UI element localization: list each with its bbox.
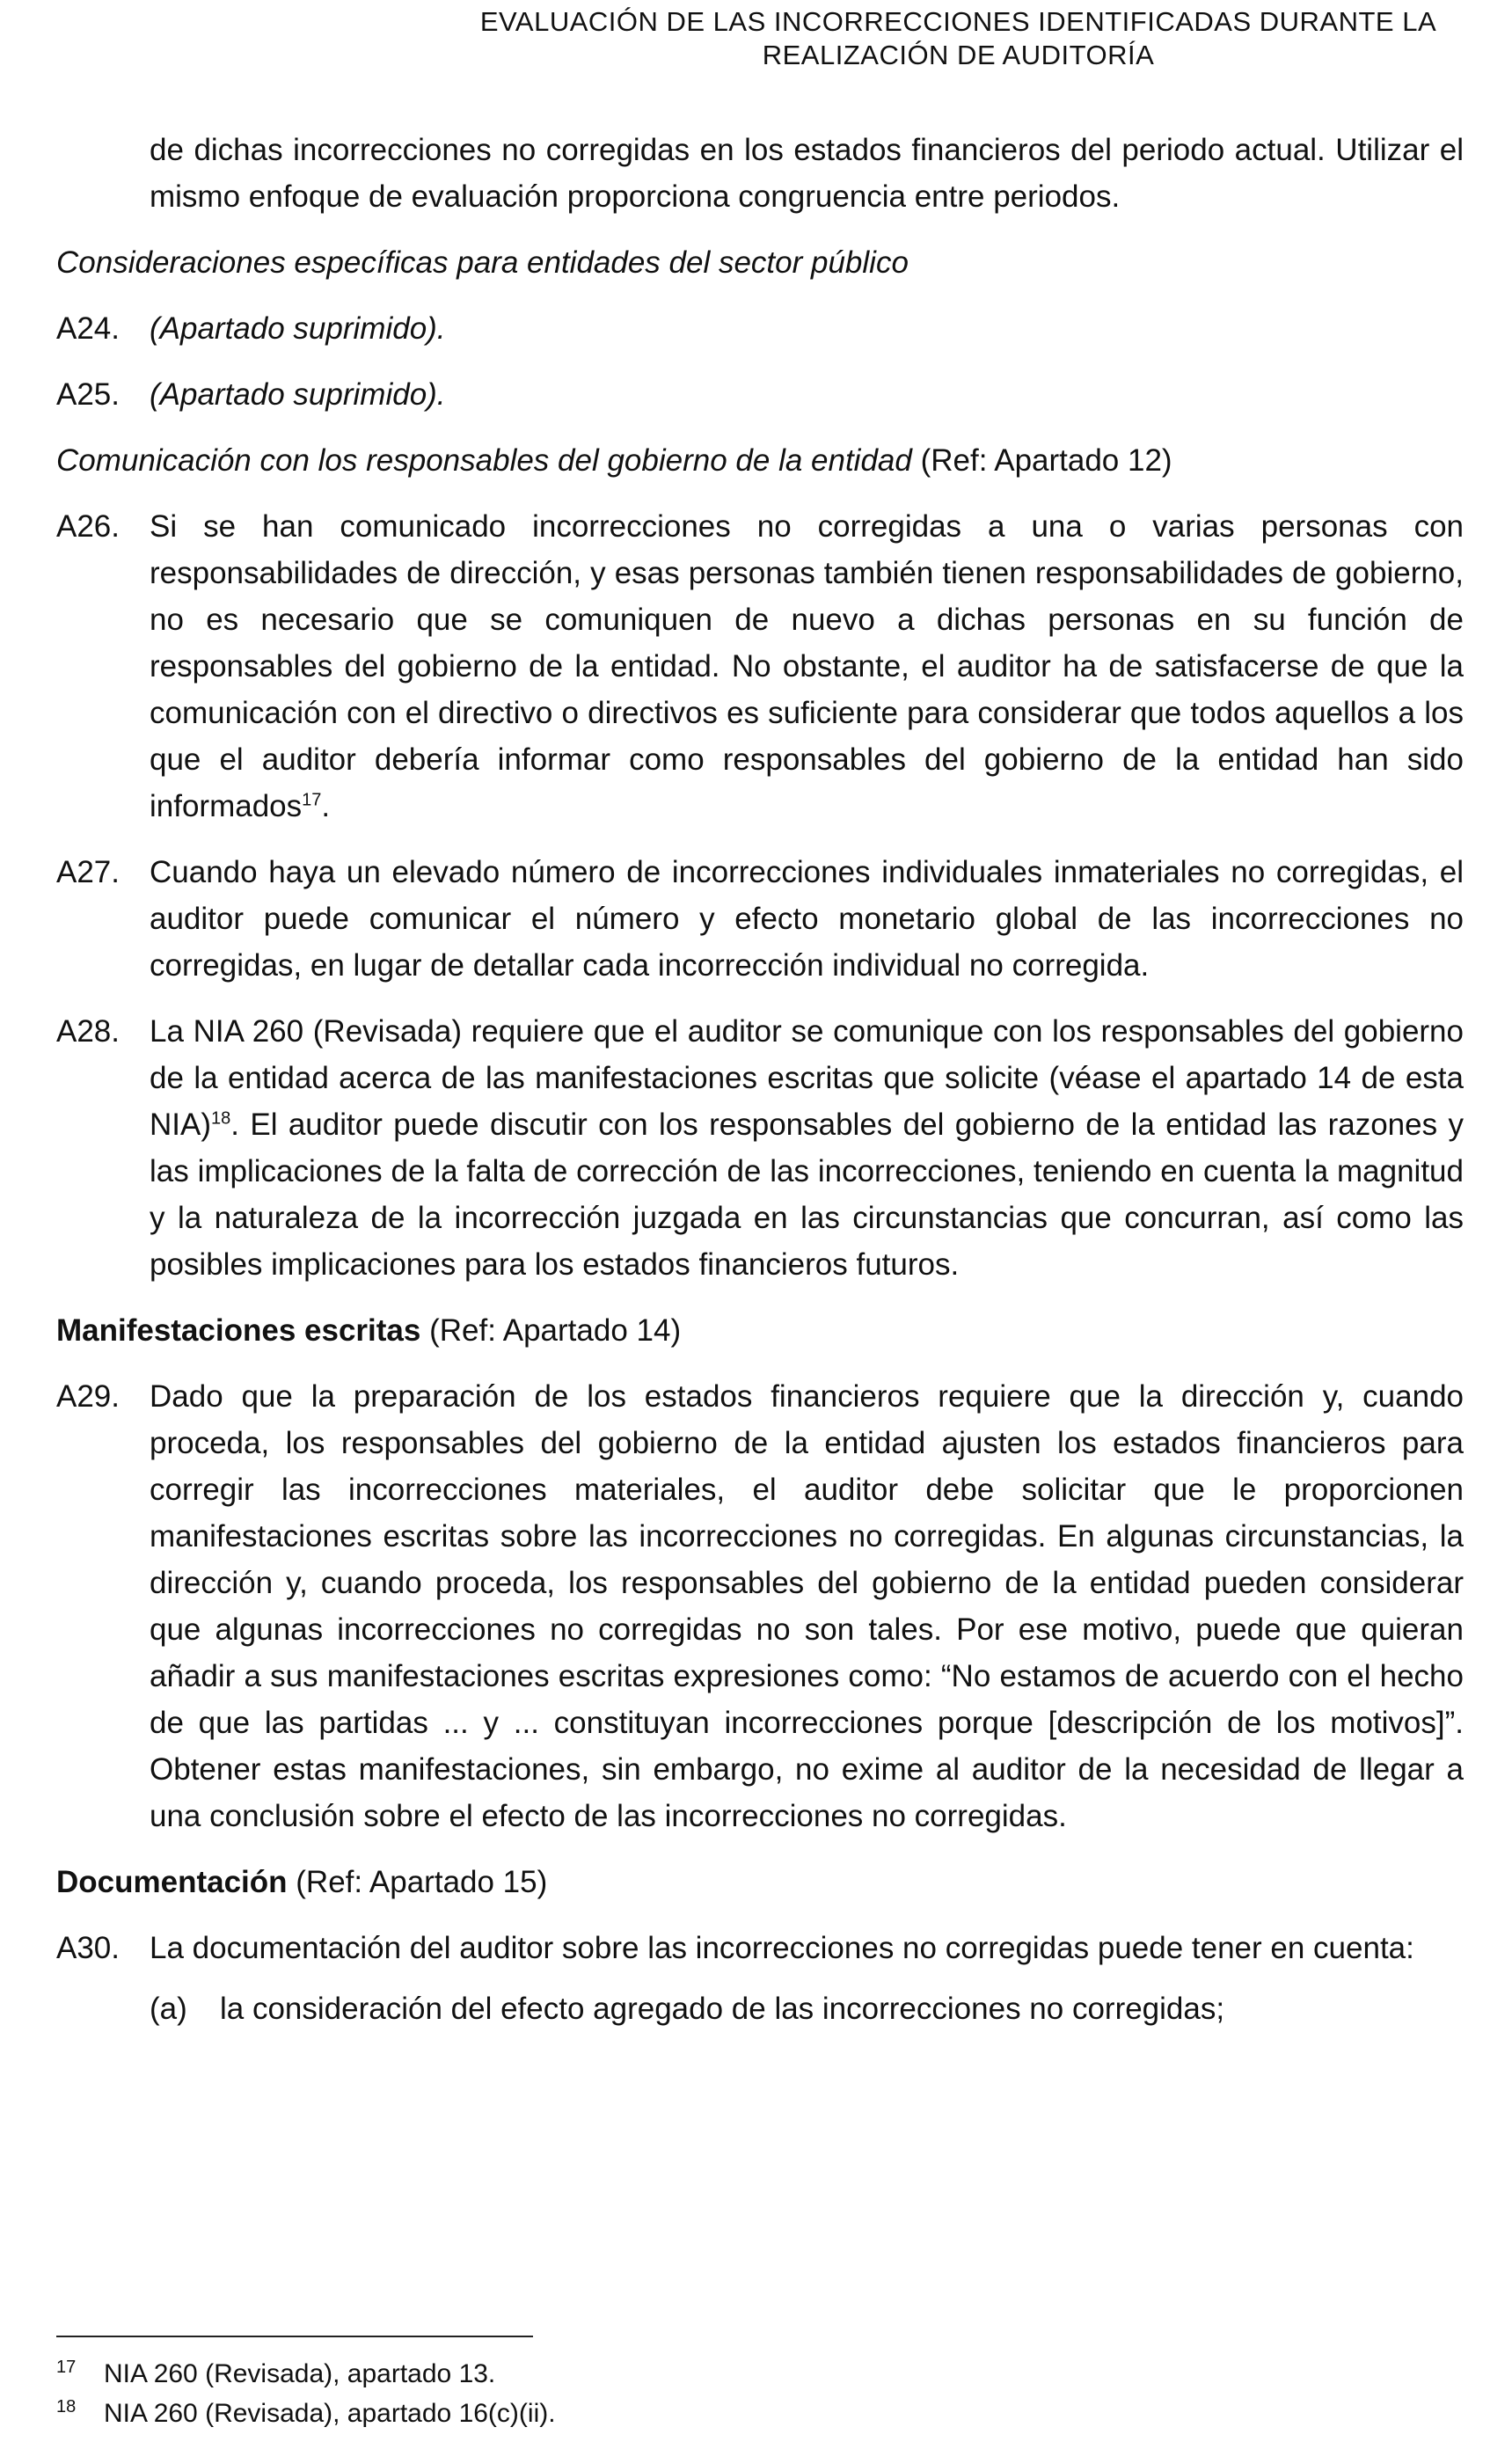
paragraph-a29 <box>56 1373 1464 1839</box>
paragraph-text: (Apartado suprimido). <box>150 311 446 346</box>
header-line-1: EVALUACIÓN DE LAS INCORRECCIONES IDENTIFICADAS DURANTE LA <box>479 6 1437 37</box>
footnote-text: NIA 260 (Revisada), apartado 16(c)(ii). <box>104 2399 556 2428</box>
heading-ref: (Ref: Apartado 12) <box>911 443 1172 478</box>
paragraph-a28 <box>56 1008 1464 1288</box>
paragraph-body: Si se han comunicado incorrecciones no corregidas a una o varias personas con responsabilidades de dirección, y esas personas también tienen responsabilidades de gobierno, no es necesario que se comuniquen de nuevo a dichas personas en su función de responsables del gobierno de la entidad. No obstante, el auditor ha de satisfacerse de que la comunicación con el directivo o directivos es suficiente para considerar que todos aquellos a los que el auditor debería informar como responsables del gobierno de la entidad han sido informados <box>150 509 1464 823</box>
paragraph-text <box>150 1008 1464 1288</box>
footnote-divider <box>56 2336 533 2337</box>
footnote-number: 18 <box>56 2397 77 2416</box>
footnote-text: NIA 260 (Revisada), apartado 13. <box>104 2359 496 2388</box>
paragraph-end: . <box>321 789 331 823</box>
document-body <box>56 127 1464 2032</box>
paragraph-number: A25. <box>56 377 120 412</box>
heading-title: Comunicación con los responsables del gobierno de la entidad <box>56 443 912 478</box>
paragraph-a26 <box>56 503 1464 830</box>
section-heading-communication <box>56 437 1464 484</box>
paragraph-number: A27. <box>56 855 120 889</box>
footnotes <box>56 2354 936 2433</box>
continued-paragraph: de dichas incorrecciones no corregidas en los estados financieros del periodo actual. Utilizar el mismo enfoque de evaluación proporciona congruencia entre periodos. <box>150 133 1464 214</box>
heading-title: Documentación <box>56 1865 288 1899</box>
section-heading-public-sector: Consideraciones específicas para entidades del sector público <box>56 245 909 280</box>
footnote-18 <box>56 2394 936 2433</box>
section-heading-documentation <box>56 1859 1464 1905</box>
page-header <box>0 5 1512 76</box>
header-line-2: REALIZACIÓN DE AUDITORÍA <box>762 40 1155 70</box>
paragraph-number: A26. <box>56 509 120 544</box>
paragraph-text: Dado que la preparación de los estados financieros requiere que la dirección y, cuando proceda, los responsables del gobierno de la entidad ajusten los estados financieros para corregir las incorrecciones materiales, el auditor debe solicitar que le proporcionen manifestaciones escritas sobre las incorrecciones no corregidas. En algunas circunstancias, la dirección y, cuando proceda, los responsables del gobierno de la entidad pueden considerar que algunas incorrecciones no corregidas no son tales. Por ese motivo, puede que quieran añadir a sus manifestaciones escritas expresiones como: “No estamos de acuerdo con el hecho de que las partidas ... y ... constituyan incorrecciones porque [descripción de los motivos]”. Obtener estas manifestaciones, sin embargo, no exime al auditor de la necesidad de llegar a una conclusión sobre el efecto de las incorrecciones no corregidas. <box>150 1379 1464 1833</box>
list-item-text: la consideración del efecto agregado de las incorrecciones no corregidas; <box>220 1992 1225 2026</box>
footnote-number: 17 <box>56 2358 77 2377</box>
paragraph-a25 <box>56 371 1464 418</box>
heading-ref: (Ref: Apartado 15) <box>287 1865 548 1899</box>
heading-title: Manifestaciones escritas <box>56 1313 421 1348</box>
footnote-17 <box>56 2354 936 2394</box>
paragraph-body-1: La NIA 260 (Revisada) requiere que el auditor se comunique con los responsables del gobierno de la entidad acerca de las manifestaciones escritas que solicite (véase el apartado 14 de esta NIA) <box>150 1014 1464 1142</box>
paragraph-text: La documentación del auditor sobre las incorrecciones no corregidas puede tener en cuenta: <box>150 1931 1414 1965</box>
paragraph-a30 <box>56 1925 1464 1971</box>
list-item-label: (a) <box>150 1992 187 2026</box>
heading-ref: (Ref: Apartado 14) <box>420 1313 682 1348</box>
paragraph-text: Cuando haya un elevado número de incorrecciones individuales inmateriales no corregidas, el auditor puede comunicar el número y efecto monetario global de las incorrecciones no corregidas, en lugar de detallar cada incorrección individual no corregida. <box>150 855 1464 983</box>
paragraph-number: A24. <box>56 311 120 346</box>
paragraph-text <box>150 503 1464 830</box>
footnote-ref-18: 18 <box>211 1108 231 1129</box>
paragraph-text: (Apartado suprimido). <box>150 377 446 412</box>
paragraph-number: A28. <box>56 1014 120 1049</box>
paragraph-number: A30. <box>56 1931 120 1965</box>
list-item-a <box>56 1985 1464 2032</box>
paragraph-a27 <box>56 849 1464 989</box>
paragraph-number: A29. <box>56 1379 120 1414</box>
paragraph-a24 <box>56 305 1464 352</box>
paragraph-body-2: . El auditor puede discutir con los responsables del gobierno de la entidad las razones y las implicaciones de la falta de corrección de las incorrecciones, teniendo en cuenta la magnitud y la naturaleza de la incorrección juzgada en las circunstancias que concurran, así como las posibles implicaciones para los estados financieros futuros. <box>150 1108 1464 1282</box>
footnote-ref-17: 17 <box>302 790 322 810</box>
section-heading-written-representations <box>56 1307 1464 1354</box>
